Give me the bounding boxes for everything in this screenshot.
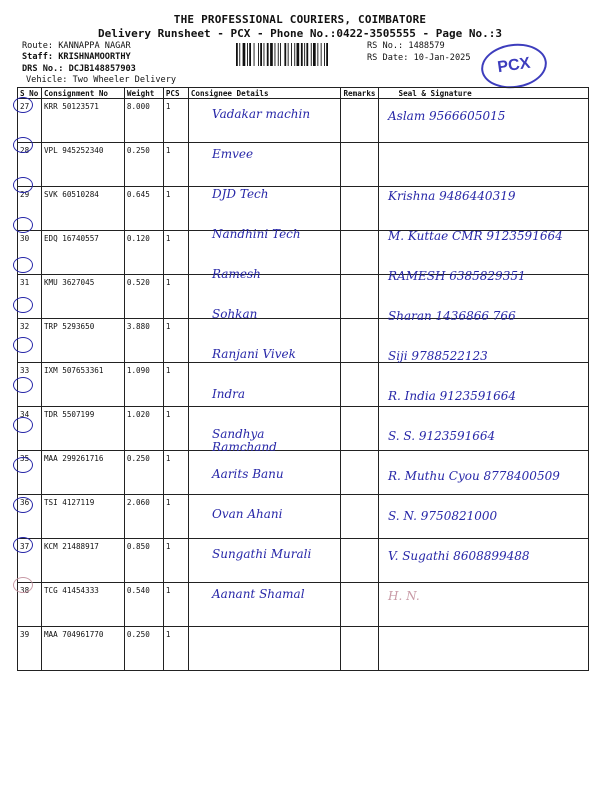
handwritten-signature: S. N. 9750821000 — [388, 509, 498, 523]
route-line: Route: KANNAPPA NAGAR — [22, 41, 131, 51]
serial-circle — [13, 97, 33, 113]
staff-line: Staff: KRISHNAMOORTHY — [22, 52, 131, 62]
serial-circle — [13, 417, 33, 433]
pcs-cell: 1 — [163, 99, 188, 143]
document-subtitle: Delivery Runsheet - PCX - Phone No.:0422-3505555 - Page No.:3 — [98, 27, 502, 40]
remarks-cell — [341, 407, 378, 451]
pcs-cell: 1 — [163, 451, 188, 495]
handwritten-consignee: Indra — [212, 387, 246, 401]
col-signature: Seal & Signature — [378, 88, 589, 99]
consignment-cell: TCG 41454333 — [41, 583, 124, 627]
rs-date-line: RS Date: 10-Jan-2025 — [367, 53, 471, 63]
sno-cell: 34 — [18, 407, 42, 451]
route-value: KANNAPPA NAGAR — [58, 41, 131, 51]
weight-cell: 0.645 — [124, 187, 163, 231]
remarks-cell — [341, 495, 378, 539]
remarks-cell — [341, 539, 378, 583]
handwritten-signature: Aslam 9566605015 — [388, 109, 506, 123]
pcs-cell: 1 — [163, 583, 188, 627]
pcs-cell: 1 — [163, 495, 188, 539]
handwritten-signature: R. Muthu Cyou 8778400509 — [388, 469, 560, 483]
remarks-cell — [341, 363, 378, 407]
handwritten-consignee: Ranjani Vivek — [212, 347, 296, 361]
weight-cell: 2.060 — [124, 495, 163, 539]
signature-cell — [378, 143, 589, 187]
weight-cell: 0.520 — [124, 275, 163, 319]
drs-line: DRS No.: DCJB148857903 — [22, 64, 136, 74]
handwritten-consignee: Emvee — [212, 147, 254, 161]
sno-cell: 33 — [18, 363, 42, 407]
serial-circle — [13, 377, 33, 393]
sno-cell: 39 — [18, 627, 42, 671]
sno-cell: 37 — [18, 539, 42, 583]
handwritten-signature: M. Kuttae CMR 9123591664 — [388, 229, 563, 243]
pcs-cell: 1 — [163, 319, 188, 363]
handwritten-signature: S. S. 9123591664 — [388, 429, 496, 443]
sno-cell: 35 — [18, 451, 42, 495]
weight-cell: 0.540 — [124, 583, 163, 627]
staff-value: KRISHNAMOORTHY — [58, 52, 131, 62]
barcode — [236, 43, 361, 66]
remarks-cell — [341, 99, 378, 143]
handwritten-signature: Siji 9788522123 — [388, 349, 488, 363]
signature-cell — [378, 627, 589, 671]
sno-cell: 30 — [18, 231, 42, 275]
handwritten-consignee: Vadakar machin — [212, 107, 311, 121]
handwritten-consignee: DJD Tech — [212, 187, 269, 201]
vehicle-line: Vehicle: Two Wheeler Delivery — [26, 75, 177, 85]
consignment-cell: IXM 507653361 — [41, 363, 124, 407]
serial-circle — [13, 497, 33, 513]
handwritten-consignee: Ramesh — [212, 267, 261, 281]
weight-cell: 0.250 — [124, 143, 163, 187]
consignment-cell: KCM 21488917 — [41, 539, 124, 583]
serial-circle — [13, 537, 33, 553]
pcs-cell: 1 — [163, 187, 188, 231]
consignment-cell: KMU 3627045 — [41, 275, 124, 319]
consignment-cell: VPL 945252340 — [41, 143, 124, 187]
remarks-cell — [341, 143, 378, 187]
drs-value: DCJB148857903 — [68, 64, 136, 74]
serial-circle — [13, 177, 33, 193]
consignment-cell: MAA 704961770 — [41, 627, 124, 671]
handwritten-consignee: Nandhini Tech — [212, 227, 301, 241]
runsheet-table — [17, 87, 589, 671]
col-consignee: Consignee Details — [188, 88, 341, 99]
pcs-cell: 1 — [163, 407, 188, 451]
sno-cell: 32 — [18, 319, 42, 363]
weight-cell: 8.000 — [124, 99, 163, 143]
serial-circle — [13, 217, 33, 233]
weight-cell: 0.250 — [124, 627, 163, 671]
handwritten-signature: R. India 9123591664 — [388, 389, 516, 403]
rs-no-value: 1488579 — [408, 41, 445, 51]
remarks-cell — [341, 187, 378, 231]
sno-cell: 28 — [18, 143, 42, 187]
weight-cell: 0.850 — [124, 539, 163, 583]
pcs-cell: 1 — [163, 627, 188, 671]
sno-cell: 36 — [18, 495, 42, 539]
serial-circle — [13, 577, 33, 593]
rs-date-value: 10-Jan-2025 — [413, 53, 471, 63]
remarks-cell — [341, 627, 378, 671]
remarks-cell — [341, 231, 378, 275]
sno-cell: 31 — [18, 275, 42, 319]
pcs-cell: 1 — [163, 143, 188, 187]
consignment-cell: KRR 50123571 — [41, 99, 124, 143]
rs-no-line: RS No.: 1488579 — [367, 41, 445, 51]
consignment-cell: SVK 60510284 — [41, 187, 124, 231]
handwritten-signature: V. Sugathi 8608899488 — [388, 549, 530, 563]
col-consignment: Consignment No — [41, 88, 124, 99]
handwritten-consignee: Sohkan — [212, 307, 258, 321]
col-weight: Weight — [124, 88, 163, 99]
sno-cell: 38 — [18, 583, 42, 627]
consignment-cell: TRP 5293650 — [41, 319, 124, 363]
handwritten-signature: RAMESH 6385829351 — [388, 269, 526, 283]
handwritten-signature: H. N. — [388, 589, 420, 603]
pcs-cell: 1 — [163, 363, 188, 407]
sno-cell: 27 — [18, 99, 42, 143]
pcs-cell: 1 — [163, 231, 188, 275]
pcs-cell: 1 — [163, 539, 188, 583]
remarks-cell — [341, 451, 378, 495]
remarks-cell — [341, 319, 378, 363]
table-row — [18, 627, 589, 671]
consignment-cell: TSI 4127119 — [41, 495, 124, 539]
vehicle-value: Two Wheeler Delivery — [72, 75, 177, 85]
weight-cell: 3.880 — [124, 319, 163, 363]
table-header-row — [18, 88, 589, 99]
sno-cell: 29 — [18, 187, 42, 231]
handwritten-signature: Sharan 1436866 766 — [388, 309, 516, 323]
consignment-cell: EDQ 16740557 — [41, 231, 124, 275]
document-title: THE PROFESSIONAL COURIERS, COIMBATORE — [173, 13, 427, 26]
weight-cell: 0.250 — [124, 451, 163, 495]
col-sno: S No — [18, 88, 42, 99]
remarks-cell — [341, 583, 378, 627]
weight-cell: 1.020 — [124, 407, 163, 451]
weight-cell: 0.120 — [124, 231, 163, 275]
consignment-cell: TDR 5507199 — [41, 407, 124, 451]
pcx-stamp: PCX — [478, 40, 549, 93]
serial-circle — [13, 257, 33, 273]
handwritten-consignee: Aarits Banu — [212, 467, 284, 481]
serial-circle — [13, 297, 33, 313]
serial-circle — [13, 457, 33, 473]
handwritten-consignee: Sandhya Ramchand — [212, 427, 277, 454]
weight-cell: 1.090 — [124, 363, 163, 407]
handwritten-consignee: Sungathi Murali — [212, 547, 312, 561]
serial-circle — [13, 137, 33, 153]
remarks-cell — [341, 275, 378, 319]
pcs-cell: 1 — [163, 275, 188, 319]
col-pcs: PCS — [163, 88, 188, 99]
handwritten-consignee: Ovan Ahani — [212, 507, 283, 521]
consignment-cell: MAA 299261716 — [41, 451, 124, 495]
handwritten-signature: Krishna 9486440319 — [388, 189, 516, 203]
col-remarks: Remarks — [341, 88, 378, 99]
consignee-cell — [188, 627, 341, 671]
serial-circle — [13, 337, 33, 353]
handwritten-consignee: Aanant Shamal — [212, 587, 305, 601]
